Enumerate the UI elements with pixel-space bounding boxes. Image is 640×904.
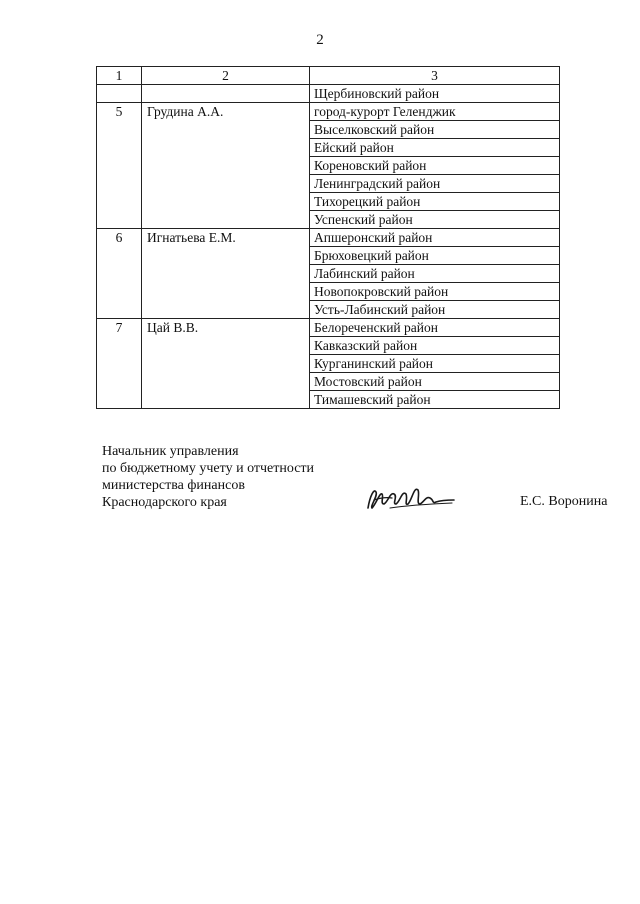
person-cell: Игнатьева Е.М.	[142, 229, 310, 319]
number-cell: 6	[97, 229, 142, 319]
number-cell: 5	[97, 103, 142, 229]
table-row	[97, 229, 560, 247]
number-cell: 7	[97, 319, 142, 409]
person-cell	[142, 85, 310, 103]
district-cell: Ленинградский район	[310, 175, 560, 193]
district-cell: Щербиновский район	[310, 85, 560, 103]
signatory-position	[102, 443, 314, 511]
table-row	[97, 85, 560, 103]
table-row	[97, 103, 560, 121]
person-cell: Грудина А.А.	[142, 103, 310, 229]
table-row	[97, 319, 560, 337]
district-cell: Кавказский район	[310, 337, 560, 355]
number-cell	[97, 85, 142, 103]
district-cell: Успенский район	[310, 211, 560, 229]
handwritten-signature	[360, 478, 460, 518]
district-cell: Ейский район	[310, 139, 560, 157]
column-header-3: 3	[310, 67, 560, 85]
position-line: по бюджетному учету и отчетности	[102, 461, 315, 476]
district-cell: Кореновский район	[310, 157, 560, 175]
signer-name: Е.С. Воронина	[520, 494, 608, 509]
district-cell: Брюховецкий район	[310, 247, 560, 265]
table-header-row	[97, 67, 560, 85]
district-cell: город-курорт Геленджик	[310, 103, 560, 121]
column-header-1: 1	[97, 67, 142, 85]
district-cell: Белореченский район	[310, 319, 560, 337]
district-cell: Выселковский район	[310, 121, 560, 139]
position-line: министерства финансов	[102, 478, 245, 493]
district-cell: Тихорецкий район	[310, 193, 560, 211]
district-cell: Новопокровский район	[310, 283, 560, 301]
person-cell: Цай В.В.	[142, 319, 310, 409]
district-cell: Лабинский район	[310, 265, 560, 283]
district-cell: Апшеронский район	[310, 229, 560, 247]
position-line: Начальник управления	[102, 444, 239, 459]
assignment-table	[96, 66, 560, 409]
page-number: 2	[316, 32, 324, 48]
district-cell: Тимашевский район	[310, 391, 560, 409]
district-cell: Курганинский район	[310, 355, 560, 373]
column-header-2: 2	[142, 67, 310, 85]
position-line: Краснодарского края	[102, 495, 227, 510]
district-cell: Мостовский район	[310, 373, 560, 391]
district-cell: Усть-Лабинский район	[310, 301, 560, 319]
